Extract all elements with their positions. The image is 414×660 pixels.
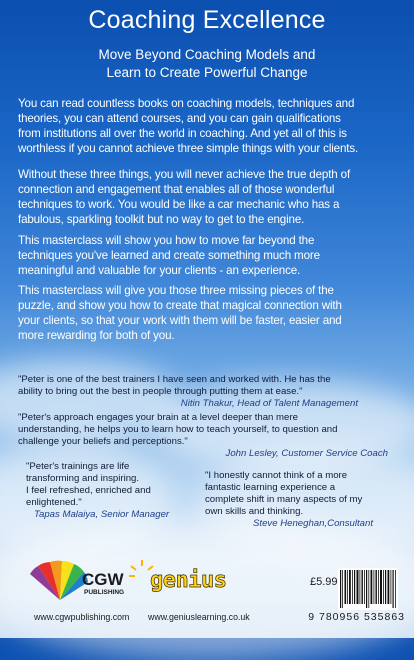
- book-subtitle: [0, 46, 414, 82]
- missing-pieces-paragraph: [18, 283, 402, 343]
- quote-line: own skills and thinking.: [205, 506, 304, 517]
- text-line: connection and engagement that enables all of those wonderful: [18, 183, 335, 196]
- testimonial-attribution: Tapas Malaiya, Senior Manager: [34, 509, 170, 520]
- partner-url[interactable]: www.geniuslearning.co.uk: [148, 612, 250, 622]
- book-title: Coaching Excellence: [88, 6, 326, 34]
- text-line: your clients, so that your work with them will be faster, easier and: [18, 314, 342, 327]
- barcode-icon: [338, 568, 398, 610]
- quote-line: enlightened.": [26, 497, 82, 508]
- testimonial-attribution: John Lesley, Customer Service Coach: [225, 448, 388, 459]
- publisher-url[interactable]: www.cgwpublishing.com: [34, 612, 130, 622]
- testimonial: [205, 470, 400, 530]
- quote-line: "Peter's approach engages your brain at a level deeper than mere: [18, 412, 298, 423]
- testimonial-attribution: Nitin Thakur, Head of Talent Management: [180, 398, 358, 409]
- isbn-number: 9 780956 535863: [308, 611, 405, 623]
- masterclass-paragraph: [18, 233, 402, 278]
- quote-line: challenge your beliefs and perceptions.": [18, 436, 188, 447]
- quote-line: "I honestly cannot think of a more: [205, 470, 348, 481]
- quote-line: complete shift in many aspects of my: [205, 494, 363, 505]
- text-line: worthless if you cannot achieve three simple things with your clients.: [18, 142, 359, 155]
- intro-paragraph: [18, 96, 402, 156]
- quote-line: "Peter's trainings are life: [26, 461, 130, 472]
- text-line: techniques to work. You would be like a car mechanic who has a: [18, 198, 340, 211]
- connection-paragraph: [18, 167, 402, 227]
- testimonial-attribution: Steve Heneghan,Consultant: [253, 518, 374, 529]
- text-line: techniques you've learned and create something much more: [18, 249, 320, 262]
- subtitle-line: Move Beyond Coaching Models and: [98, 47, 316, 62]
- text-line: puzzle, and show you how to create that magical connection with: [18, 299, 342, 312]
- quote-line: fantastic learning experience a: [205, 482, 336, 493]
- quote-line: ability to bring out the best in people through putting them at ease.": [18, 386, 303, 397]
- text-line: from institutions all over the world in coaching. And yet all of this is: [18, 127, 347, 140]
- text-line: meaningful and valuable for your clients - an experience.: [18, 264, 301, 277]
- testimonial: [18, 412, 398, 460]
- text-line: more rewarding for both of you.: [18, 329, 175, 342]
- testimonial: [18, 374, 398, 410]
- partner-logo: genius: [150, 568, 227, 593]
- text-line: fabulous, sparkling toolkit but no way to get to the engine.: [18, 213, 305, 226]
- text-line: theories, you can attend courses, and you can gain qualifications: [18, 112, 341, 125]
- price: £5.99: [310, 576, 338, 588]
- text-line: You can read countless books on coaching models, techniques and: [18, 97, 355, 110]
- text-line: This masterclass will give you those three missing pieces of the: [18, 284, 334, 297]
- quote-line: "Peter is one of the best trainers I have seen and worked with. He has the: [18, 374, 331, 385]
- cgw-logo-icon: [30, 560, 90, 600]
- publisher-name: CGW: [82, 570, 124, 589]
- text-line: Without these three things, you will never achieve the true depth of: [18, 168, 351, 181]
- publisher-sub: PUBLISHING: [84, 589, 125, 596]
- quote-line: transforming and inspiring.: [26, 473, 140, 484]
- text-line: This masterclass will show you how to move far beyond the: [18, 234, 315, 247]
- quote-line: I feel refreshed, enriched and: [26, 485, 151, 496]
- subtitle-line: Learn to Create Powerful Change: [106, 65, 308, 80]
- quote-line: understanding, he helps you to learn how to teach yourself, to question and: [18, 424, 338, 435]
- testimonial: [26, 461, 186, 521]
